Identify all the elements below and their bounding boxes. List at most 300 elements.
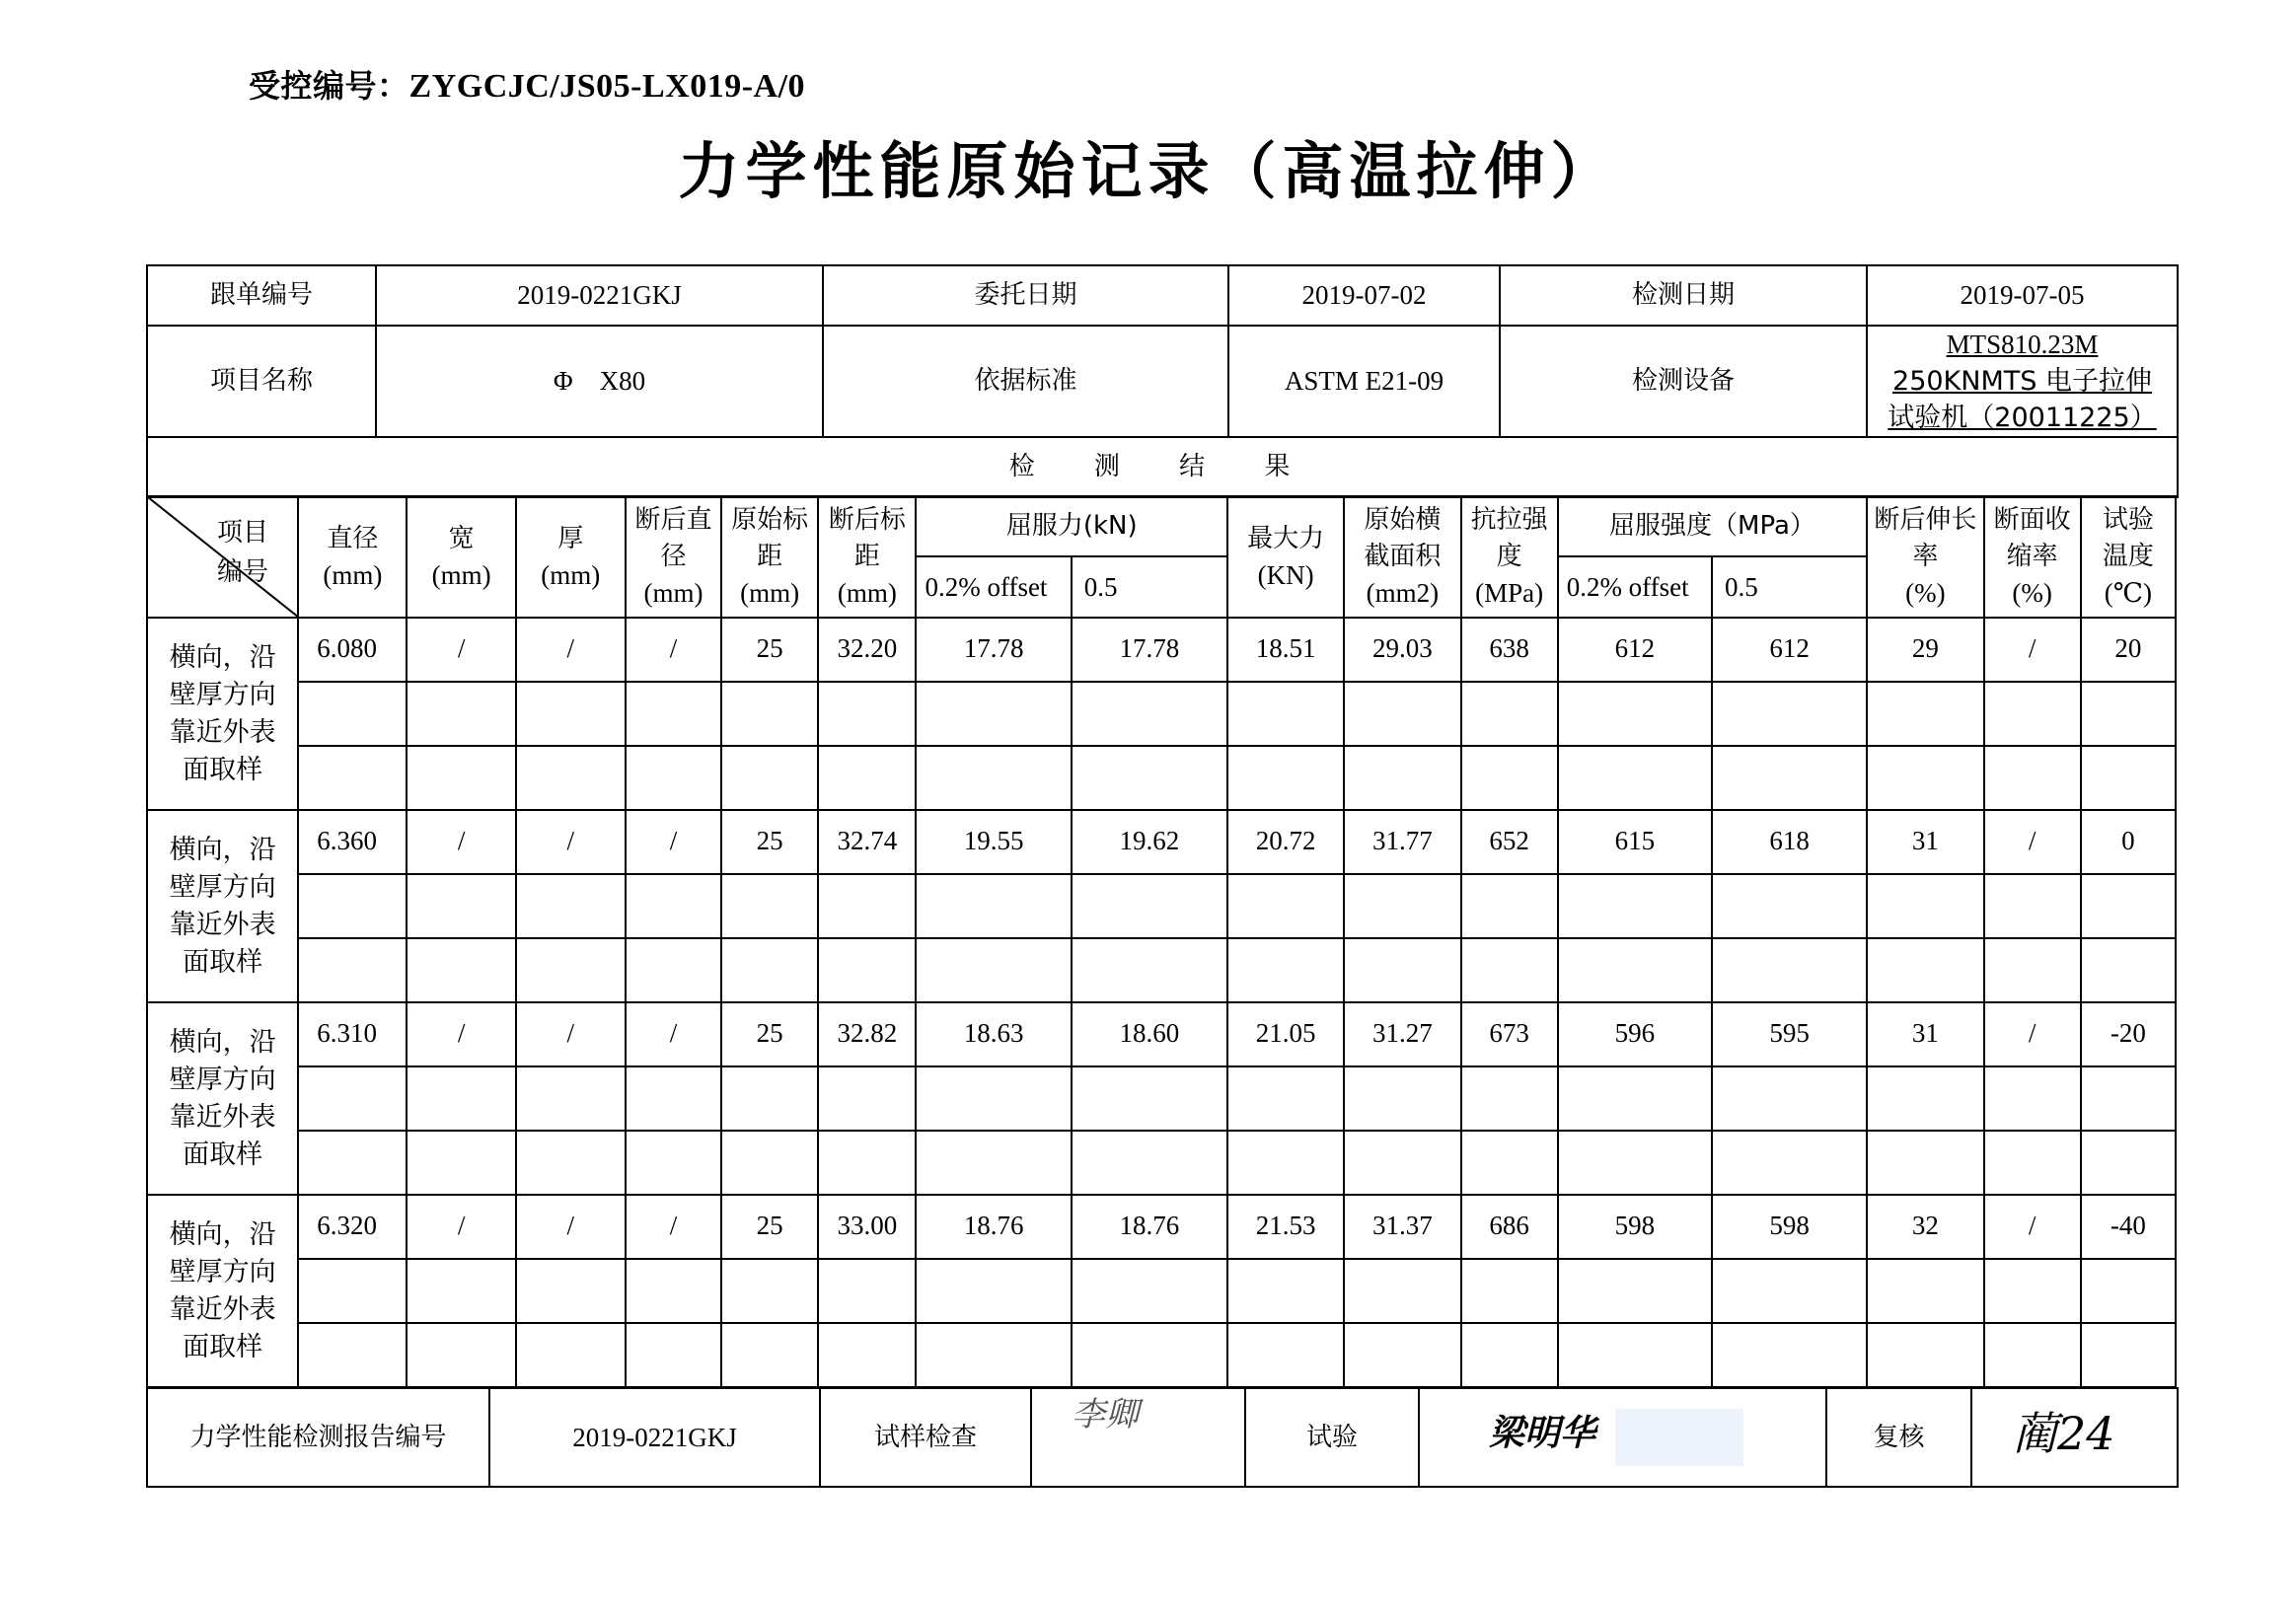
table-cell: 673 — [1461, 1002, 1558, 1066]
table-cell — [298, 682, 407, 746]
sample-label-line: 壁厚方向 — [169, 871, 276, 903]
table-cell: / — [1984, 618, 2081, 682]
table-cell: -20 — [2081, 1002, 2176, 1066]
inspection-signature — [1031, 1388, 1245, 1487]
table-row — [147, 938, 2176, 1002]
table-cell — [1984, 938, 2081, 1002]
table-cell — [1712, 682, 1867, 746]
col-yield-force: 屈服力(kN) — [916, 496, 1227, 556]
table-cell — [2081, 938, 2176, 1002]
col-elongation-unit: (%) — [1905, 578, 1946, 608]
table-cell: 615 — [1558, 810, 1712, 874]
table-cell — [516, 938, 626, 1002]
col-thickness — [516, 496, 626, 618]
table-cell — [1461, 1131, 1558, 1195]
col-yield-strength-offset: 0.2% offset — [1558, 556, 1712, 618]
table-cell: / — [626, 810, 721, 874]
table-cell — [721, 938, 818, 1002]
table-cell — [916, 938, 1071, 1002]
sample-label — [147, 1002, 298, 1195]
sample-label-line: 横向，沿 — [169, 834, 276, 865]
col-tensile — [1461, 496, 1558, 618]
col-area-title2: 截面积 — [1364, 542, 1442, 571]
col-max-force-title: 最大力 — [1247, 523, 1325, 553]
table-cell: / — [626, 1195, 721, 1259]
table-cell — [1712, 1131, 1867, 1195]
table-cell — [916, 1259, 1071, 1323]
table-cell — [1344, 1259, 1460, 1323]
redaction-box — [1615, 1409, 1743, 1466]
col-yield-force-half: 0.5 — [1072, 556, 1227, 618]
table-cell — [818, 938, 916, 1002]
table-cell: 33.00 — [818, 1195, 916, 1259]
table-cell — [1558, 1323, 1712, 1387]
col-width — [407, 496, 515, 618]
table-cell: 20.72 — [1227, 810, 1344, 874]
col-temperature — [2081, 496, 2176, 618]
table-cell — [626, 1066, 721, 1131]
col-reduction-title2: 缩率 — [2006, 542, 2058, 571]
table-cell: 595 — [1712, 1002, 1867, 1066]
table-cell — [516, 1066, 626, 1131]
table-cell — [626, 682, 721, 746]
equipment-line: 250KNMTS 电子拉伸 — [1892, 366, 2152, 397]
test-signature — [1419, 1388, 1826, 1487]
results-table — [146, 495, 2177, 1388]
table-cell — [721, 874, 818, 938]
sample-label-line: 面取样 — [183, 754, 263, 785]
control-number-value: ZYGCJC/JS05-LX019-A/0 — [408, 68, 806, 105]
document-title: 力学性能原始记录（高温拉伸） — [678, 135, 1618, 207]
table-cell — [1712, 1066, 1867, 1131]
table-cell: 598 — [1558, 1195, 1712, 1259]
table-cell — [721, 1066, 818, 1131]
table-cell — [626, 874, 721, 938]
table-cell: 31.27 — [1344, 1002, 1460, 1066]
col-temperature-title: 试验 — [2102, 505, 2154, 535]
table-cell: 19.55 — [916, 810, 1071, 874]
col-gauge-title: 原始标 — [731, 505, 809, 535]
table-cell: 598 — [1712, 1195, 1867, 1259]
table-cell: 32.82 — [818, 1002, 916, 1066]
table-cell — [1867, 874, 1983, 938]
table-cell — [818, 1323, 916, 1387]
table-cell — [407, 1259, 515, 1323]
item-name-value: Φ X80 — [376, 326, 823, 437]
table-row — [147, 1195, 2176, 1259]
table-cell — [1558, 1066, 1712, 1131]
table-cell — [407, 1131, 515, 1195]
sample-rows — [147, 618, 2176, 1387]
table-cell — [407, 682, 515, 746]
table-cell: 686 — [1461, 1195, 1558, 1259]
table-cell: / — [407, 1002, 515, 1066]
table-cell: 32.74 — [818, 810, 916, 874]
col-reduction-unit: (%) — [2012, 578, 2052, 608]
table-cell — [626, 1259, 721, 1323]
table-cell: 652 — [1461, 810, 1558, 874]
table-cell — [1461, 1259, 1558, 1323]
col-gauge-title2: 距 — [757, 542, 783, 571]
col-elongation-title2: 率 — [1912, 542, 1939, 571]
table-row — [147, 1259, 2176, 1323]
table-cell: / — [1984, 1002, 2081, 1066]
col-gauge — [721, 496, 818, 618]
table-cell — [407, 746, 515, 810]
table-cell — [721, 746, 818, 810]
table-cell — [1558, 874, 1712, 938]
col-max-force — [1227, 496, 1344, 618]
col-diameter-title: 直径 — [327, 523, 379, 553]
sample-label-line: 靠近外表 — [169, 716, 276, 748]
table-cell — [1344, 746, 1460, 810]
table-cell — [298, 746, 407, 810]
table-cell — [1344, 1323, 1460, 1387]
col-area-title: 原始横 — [1364, 505, 1442, 535]
table-cell: 21.53 — [1227, 1195, 1344, 1259]
table-cell — [407, 874, 515, 938]
sample-label-line: 横向，沿 — [169, 1218, 276, 1250]
table-cell — [1344, 874, 1460, 938]
test-label: 试验 — [1245, 1388, 1419, 1487]
table-cell — [916, 1131, 1071, 1195]
table-cell — [1461, 938, 1558, 1002]
table-cell — [1867, 746, 1983, 810]
equipment-line: MTS810.23M — [1946, 330, 2099, 359]
col-broken-gauge — [818, 496, 916, 618]
table-cell — [1867, 1066, 1983, 1131]
table-cell — [1558, 938, 1712, 1002]
table-cell — [516, 1259, 626, 1323]
table-cell — [1461, 874, 1558, 938]
table-cell — [1227, 1131, 1344, 1195]
table-cell — [2081, 682, 2176, 746]
order-no-value: 2019-0221GKJ — [376, 265, 823, 326]
corner-bottom-label: 编号 — [217, 557, 269, 587]
table-cell — [1072, 682, 1227, 746]
table-cell: 612 — [1558, 618, 1712, 682]
table-cell — [1344, 1066, 1460, 1131]
table-cell — [2081, 874, 2176, 938]
table-cell: / — [1984, 1195, 2081, 1259]
order-no-label: 跟单编号 — [147, 265, 376, 326]
table-cell: 25 — [721, 1002, 818, 1066]
table-cell: 17.78 — [916, 618, 1071, 682]
table-cell: 618 — [1712, 810, 1867, 874]
table-row — [147, 1323, 2176, 1387]
table-row — [147, 618, 2176, 682]
col-broken-gauge-title2: 距 — [853, 542, 880, 571]
sample-label-line: 靠近外表 — [169, 909, 276, 940]
table-cell — [1072, 1259, 1227, 1323]
sample-label-line: 横向，沿 — [169, 641, 276, 673]
table-cell: 21.05 — [1227, 1002, 1344, 1066]
commission-date-label: 委托日期 — [823, 265, 1228, 326]
col-temperature-unit: (℃) — [2104, 578, 2152, 608]
equipment-value — [1867, 326, 2178, 437]
col-broken-diameter-title: 断后直 — [634, 505, 712, 535]
table-cell — [516, 746, 626, 810]
col-broken-gauge-title: 断后标 — [828, 505, 906, 535]
report-no-value: 2019-0221GKJ — [489, 1388, 820, 1487]
sample-label — [147, 1195, 298, 1387]
table-cell — [626, 1323, 721, 1387]
col-area — [1344, 496, 1460, 618]
sample-label-line: 靠近外表 — [169, 1293, 276, 1325]
col-diameter-unit: (mm) — [323, 559, 383, 590]
table-cell — [1712, 1259, 1867, 1323]
table-cell — [1558, 682, 1712, 746]
standard-value: ASTM E21-09 — [1228, 326, 1500, 437]
table-cell: 20 — [2081, 618, 2176, 682]
table-cell — [721, 1323, 818, 1387]
inspection-signature-text: 李卿 — [1072, 1395, 1139, 1434]
table-cell — [298, 1131, 407, 1195]
control-number — [249, 61, 805, 107]
table-cell: 32.20 — [818, 618, 916, 682]
table-cell: 18.63 — [916, 1002, 1071, 1066]
table-cell — [1984, 874, 2081, 938]
table-cell — [516, 682, 626, 746]
table-cell — [298, 1323, 407, 1387]
table-cell — [818, 1259, 916, 1323]
signature-table — [146, 1387, 2179, 1488]
table-cell — [1344, 1131, 1460, 1195]
sample-label-line: 面取样 — [183, 1331, 263, 1362]
table-cell — [2081, 1131, 2176, 1195]
table-cell — [916, 1323, 1071, 1387]
table-cell — [1984, 1131, 2081, 1195]
table-cell — [1461, 1066, 1558, 1131]
table-cell: 6.320 — [298, 1195, 407, 1259]
table-row — [147, 1066, 2176, 1131]
table-cell — [1461, 1323, 1558, 1387]
table-cell — [1344, 682, 1460, 746]
report-no-label: 力学性能检测报告编号 — [147, 1388, 489, 1487]
table-cell — [818, 746, 916, 810]
table-cell — [1227, 1323, 1344, 1387]
table-cell — [1558, 1131, 1712, 1195]
table-cell — [1072, 1323, 1227, 1387]
table-cell — [1984, 1323, 2081, 1387]
col-width-unit: (mm) — [431, 559, 491, 590]
table-cell: 17.78 — [1072, 618, 1227, 682]
sample-label-line: 横向，沿 — [169, 1026, 276, 1058]
table-cell: 6.310 — [298, 1002, 407, 1066]
review-signature-text: 蔺24 — [2012, 1406, 2115, 1460]
table-cell — [721, 1259, 818, 1323]
table-cell: 6.080 — [298, 618, 407, 682]
item-name-label: 项目名称 — [147, 326, 376, 437]
table-cell — [2081, 1259, 2176, 1323]
table-row — [147, 746, 2176, 810]
table-cell: / — [407, 810, 515, 874]
table-cell — [2081, 1323, 2176, 1387]
table-cell: 18.76 — [916, 1195, 1071, 1259]
table-cell — [721, 682, 818, 746]
col-elongation-title: 断后伸长 — [1874, 505, 1977, 535]
table-cell — [1344, 938, 1460, 1002]
col-broken-gauge-unit: (mm) — [837, 578, 897, 608]
col-width-title: 宽 — [448, 523, 475, 553]
col-yield-strength-half: 0.5 — [1712, 556, 1867, 618]
table-cell: 0 — [2081, 810, 2176, 874]
sample-label-line: 面取样 — [183, 1139, 263, 1170]
table-cell — [1072, 874, 1227, 938]
sample-label-line: 壁厚方向 — [169, 679, 276, 710]
table-cell — [916, 746, 1071, 810]
col-tensile-title: 抗拉强 — [1470, 505, 1548, 535]
corner-header — [147, 496, 298, 618]
table-cell — [1461, 746, 1558, 810]
table-cell: 31.37 — [1344, 1195, 1460, 1259]
table-cell: / — [407, 618, 515, 682]
table-row — [147, 810, 2176, 874]
table-cell — [2081, 1066, 2176, 1131]
table-cell: / — [516, 1002, 626, 1066]
table-row — [147, 682, 2176, 746]
table-cell — [916, 874, 1071, 938]
test-date-label: 检测日期 — [1500, 265, 1867, 326]
col-broken-diameter-title2: 径 — [660, 542, 687, 571]
table-cell — [1712, 1323, 1867, 1387]
table-cell — [1461, 682, 1558, 746]
table-cell: / — [626, 618, 721, 682]
table-cell — [298, 1259, 407, 1323]
table-cell — [407, 1066, 515, 1131]
table-cell — [1072, 1131, 1227, 1195]
table-cell — [1712, 874, 1867, 938]
table-cell: 18.51 — [1227, 618, 1344, 682]
table-cell — [1227, 682, 1344, 746]
table-row — [147, 1002, 2176, 1066]
table-cell: 31 — [1867, 810, 1983, 874]
table-cell — [721, 1131, 818, 1195]
table-cell — [1867, 1323, 1983, 1387]
table-cell — [1984, 1259, 2081, 1323]
table-row — [147, 874, 2176, 938]
sample-label-line: 壁厚方向 — [169, 1064, 276, 1095]
table-cell — [1867, 682, 1983, 746]
table-cell — [818, 1131, 916, 1195]
review-signature — [1971, 1388, 2178, 1487]
col-thickness-unit: (mm) — [541, 559, 601, 590]
table-cell — [407, 938, 515, 1002]
results-header: 检 测 结 果 — [147, 437, 2178, 497]
table-cell — [298, 1066, 407, 1131]
col-yield-force-offset: 0.2% offset — [916, 556, 1071, 618]
table-cell — [1227, 874, 1344, 938]
table-cell — [818, 682, 916, 746]
table-cell — [1072, 938, 1227, 1002]
table-cell — [916, 1066, 1071, 1131]
table-cell — [407, 1323, 515, 1387]
table-cell — [516, 874, 626, 938]
table-cell — [1712, 746, 1867, 810]
table-cell: 29.03 — [1344, 618, 1460, 682]
table-cell — [626, 938, 721, 1002]
table-row — [147, 1131, 2176, 1195]
sample-label-line: 壁厚方向 — [169, 1256, 276, 1287]
table-cell: / — [1984, 810, 2081, 874]
table-cell — [1227, 1259, 1344, 1323]
equipment-line: 试验机（20011225） — [1888, 403, 2157, 433]
table-cell: / — [407, 1195, 515, 1259]
table-cell: 18.60 — [1072, 1002, 1227, 1066]
table-cell — [516, 1131, 626, 1195]
table-cell — [1558, 1259, 1712, 1323]
table-cell — [818, 874, 916, 938]
table-cell — [1867, 1131, 1983, 1195]
col-max-force-unit: (KN) — [1257, 559, 1314, 590]
table-cell — [1558, 746, 1712, 810]
table-cell — [626, 1131, 721, 1195]
col-tensile-title2: 度 — [1496, 542, 1522, 571]
table-cell: 31.77 — [1344, 810, 1460, 874]
table-cell: / — [516, 810, 626, 874]
table-cell — [1072, 1066, 1227, 1131]
table-cell — [1984, 682, 2081, 746]
table-cell: / — [516, 1195, 626, 1259]
col-tensile-unit: (MPa) — [1475, 578, 1544, 608]
table-cell: 29 — [1867, 618, 1983, 682]
table-cell — [916, 682, 1071, 746]
table-cell — [298, 938, 407, 1002]
equipment-label: 检测设备 — [1500, 326, 1867, 437]
test-date-value: 2019-07-05 — [1867, 265, 2178, 326]
table-cell — [516, 1323, 626, 1387]
table-cell — [1984, 746, 2081, 810]
table-cell — [1867, 938, 1983, 1002]
table-cell: 25 — [721, 618, 818, 682]
test-signature-text: 梁明华 — [1489, 1412, 1596, 1454]
sample-label — [147, 810, 298, 1002]
col-area-unit: (mm2) — [1366, 578, 1440, 608]
table-cell: 25 — [721, 810, 818, 874]
col-reduction-title: 断面收 — [1993, 505, 2071, 535]
standard-label: 依据标准 — [823, 326, 1228, 437]
table-cell: 6.360 — [298, 810, 407, 874]
table-cell — [1227, 938, 1344, 1002]
col-yield-strength: 屈服强度（MPa） — [1558, 496, 1868, 556]
table-cell: 18.76 — [1072, 1195, 1227, 1259]
table-cell: / — [626, 1002, 721, 1066]
table-cell — [298, 874, 407, 938]
sample-label-line: 面取样 — [183, 946, 263, 978]
table-cell — [1072, 746, 1227, 810]
table-cell: 638 — [1461, 618, 1558, 682]
table-cell — [2081, 746, 2176, 810]
info-table — [146, 264, 2179, 498]
col-temperature-title2: 温度 — [2102, 542, 2154, 571]
table-cell — [1227, 1066, 1344, 1131]
table-cell: 32 — [1867, 1195, 1983, 1259]
inspection-label: 试样检查 — [820, 1388, 1031, 1487]
col-thickness-title: 厚 — [557, 523, 584, 553]
table-cell: -40 — [2081, 1195, 2176, 1259]
control-number-label: 受控编号： — [249, 67, 409, 105]
col-gauge-unit: (mm) — [740, 578, 800, 608]
col-broken-diameter — [626, 496, 721, 618]
table-cell — [1984, 1066, 2081, 1131]
table-cell — [1867, 1259, 1983, 1323]
table-cell: 25 — [721, 1195, 818, 1259]
table-cell: 19.62 — [1072, 810, 1227, 874]
col-broken-diameter-unit: (mm) — [643, 578, 704, 608]
corner-top-label: 项目 — [217, 518, 269, 548]
col-elongation — [1867, 496, 1983, 618]
review-label: 复核 — [1826, 1388, 1971, 1487]
